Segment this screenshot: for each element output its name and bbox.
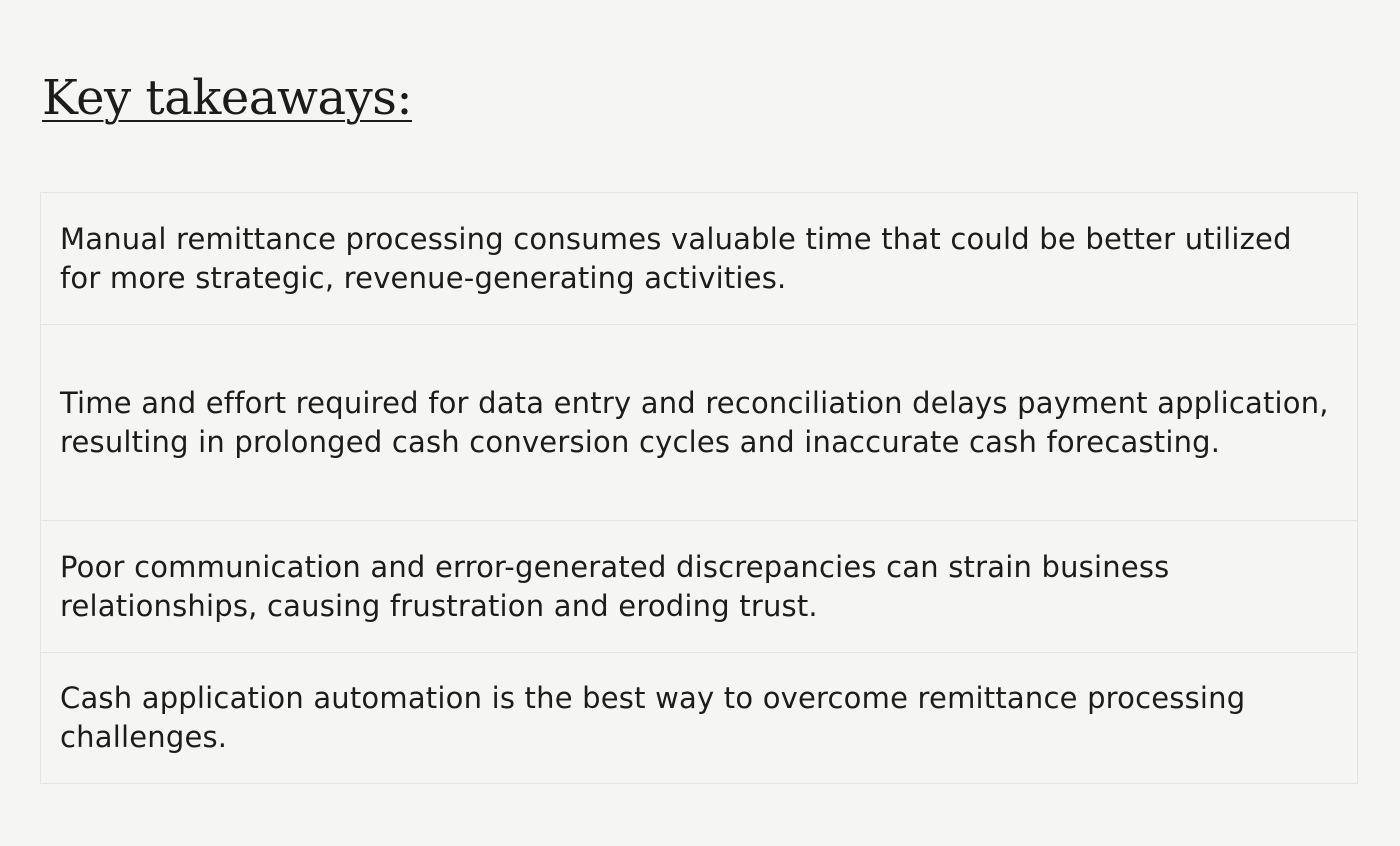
takeaway-text: Time and effort required for data entry and reconciliation delays payment application, resulting in prolonged cash conversion cycles and inaccurate cash forecasting. xyxy=(60,385,1329,459)
takeaway-text: Poor communication and error-generated discrepancies can strain business relationships, causing frustration and eroding trust. xyxy=(60,549,1170,623)
takeaway-item xyxy=(41,521,1357,653)
takeaway-item xyxy=(41,653,1357,783)
takeaway-text: Cash application automation is the best way to overcome remittance processing challenges. xyxy=(60,681,1246,754)
takeaway-text: Manual remittance processing consumes valuable time that could be better utilized for more strategic, revenue-generating activities. xyxy=(60,221,1292,295)
takeaway-item xyxy=(41,193,1357,325)
key-takeaways-heading: Key takeaways: xyxy=(42,70,412,126)
takeaway-item xyxy=(41,325,1357,521)
takeaways-list xyxy=(40,192,1358,784)
